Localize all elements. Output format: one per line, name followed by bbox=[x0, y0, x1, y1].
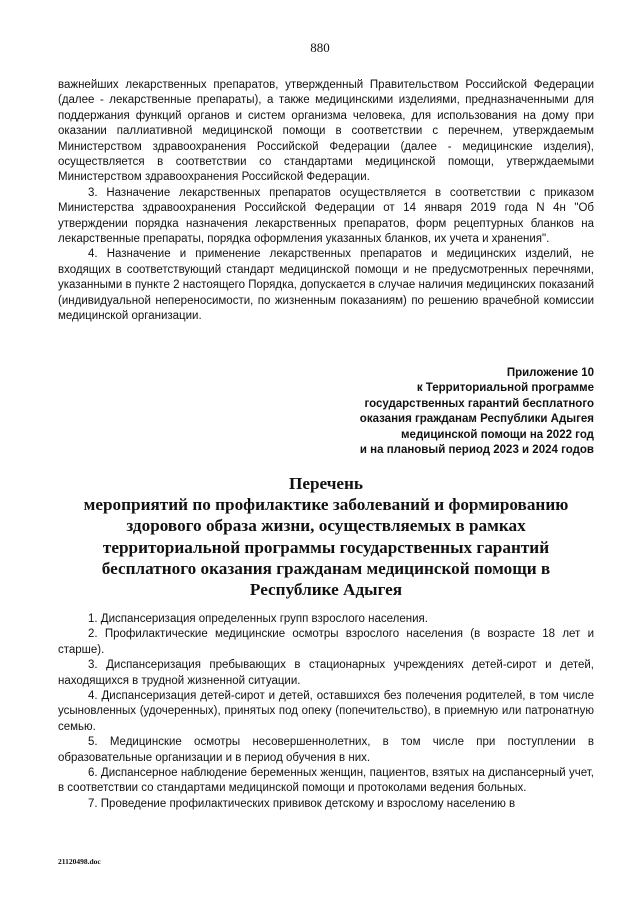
list-item: 3. Диспансеризация пребывающих в стационарных учреждениях детей-сирот и детей, находящихся в трудной жизненной ситуации. bbox=[58, 659, 594, 687]
title-line: территориальной программы государственных гарантий bbox=[102, 537, 550, 557]
appendix-line: оказания гражданам Республики Адыгея bbox=[359, 413, 594, 426]
appendix-line: государственных гарантий бесплатного bbox=[364, 397, 594, 410]
appendix-line: медицинской помощи на 2022 год bbox=[401, 428, 594, 441]
paragraph-item-3: 3. Назначение лекарственных препаратов осуществляется в соответствии с приказом Министерства здравоохранения Российской Федерации от 14 января 2019 года N 4н "Об утверждении порядка назначения лекарственных препаратов, форм рецептурных бланков на лекарственные препараты, порядка оформления указанных бланков, их учета и хранения". bbox=[58, 186, 594, 246]
measures-list bbox=[58, 612, 594, 812]
list-item: 6. Диспансерное наблюдение беременных женщин, пациентов, взятых на диспансерный учет, в соответствии со стандартами медицинской помощи и протоколами ведения больных. bbox=[58, 767, 594, 795]
list-item: 1. Диспансеризация определенных групп взрослого населения. bbox=[88, 613, 428, 625]
paragraph-continuation: важнейших лекарственных препаратов, утвержденный Правительством Российской Федерации (далее - лекарственные препараты), а также медицинскими изделиями, предназначенными для поддержания функций органов и систем организма человека, для использования на дому при оказании паллиативной медицинской помощи в соответствии с перечнем, утверждаемым Министерством здравоохранения Российской Федерации (далее - медицинские изделия), осуществляется в соответствии со стандартами медицинской помощи, утверждаемыми Министерством здравоохранения Российской Федерации. bbox=[58, 79, 594, 184]
list-item: 7. Проведение профилактических прививок детскому и взрослому населению в bbox=[88, 797, 516, 810]
title-line: Перечень bbox=[288, 474, 364, 493]
appendix-heading bbox=[274, 366, 594, 458]
title-line: здорового образа жизни, осуществляемых в рамках bbox=[126, 516, 526, 536]
body-text-top bbox=[58, 78, 594, 325]
title-line: мероприятий по профилактике заболеваний и формированию bbox=[83, 495, 569, 515]
list-item: 4. Диспансеризация детей-сирот и детей, оставшихся без полечения родителей, в том числе усыновленных (удочеренных), принятых под опеку (попечительство), в приемную или патронатную семью. bbox=[58, 690, 594, 733]
list-item: 2. Профилактические медицинские осмотры взрослого населения (в возрасте 18 лет и старше). bbox=[58, 628, 594, 656]
title-line: бесплатного оказания гражданам медицинской помощи в bbox=[101, 558, 551, 578]
document-title bbox=[58, 473, 594, 600]
list-item: 5. Медицинские осмотры несовершеннолетних, в том числе при поступлении в образовательные организации и в период обучения в них. bbox=[58, 736, 594, 764]
appendix-line: к Территориальной программе bbox=[416, 382, 594, 395]
paragraph-item-4: 4. Назначение и применение лекарственных препаратов и медицинских изделий, не входящих в соответствующий стандарт медицинской помощи и не предусмотренных перечнями, указанными в пункте 2 настоящего Порядка, допускается в случае наличия медицинских показаний (индивидуальной непереносимости, по жизненным показаниям) по решению врачебной комиссии медицинской организации. bbox=[58, 248, 594, 323]
appendix-line: Приложение 10 bbox=[506, 367, 594, 379]
appendix-line: и на плановый период 2023 и 2024 годов bbox=[359, 444, 594, 457]
page-number: 880 bbox=[310, 40, 330, 55]
document-code: 21120498.doc bbox=[58, 857, 101, 866]
title-line: Республике Адыгея bbox=[249, 580, 403, 600]
